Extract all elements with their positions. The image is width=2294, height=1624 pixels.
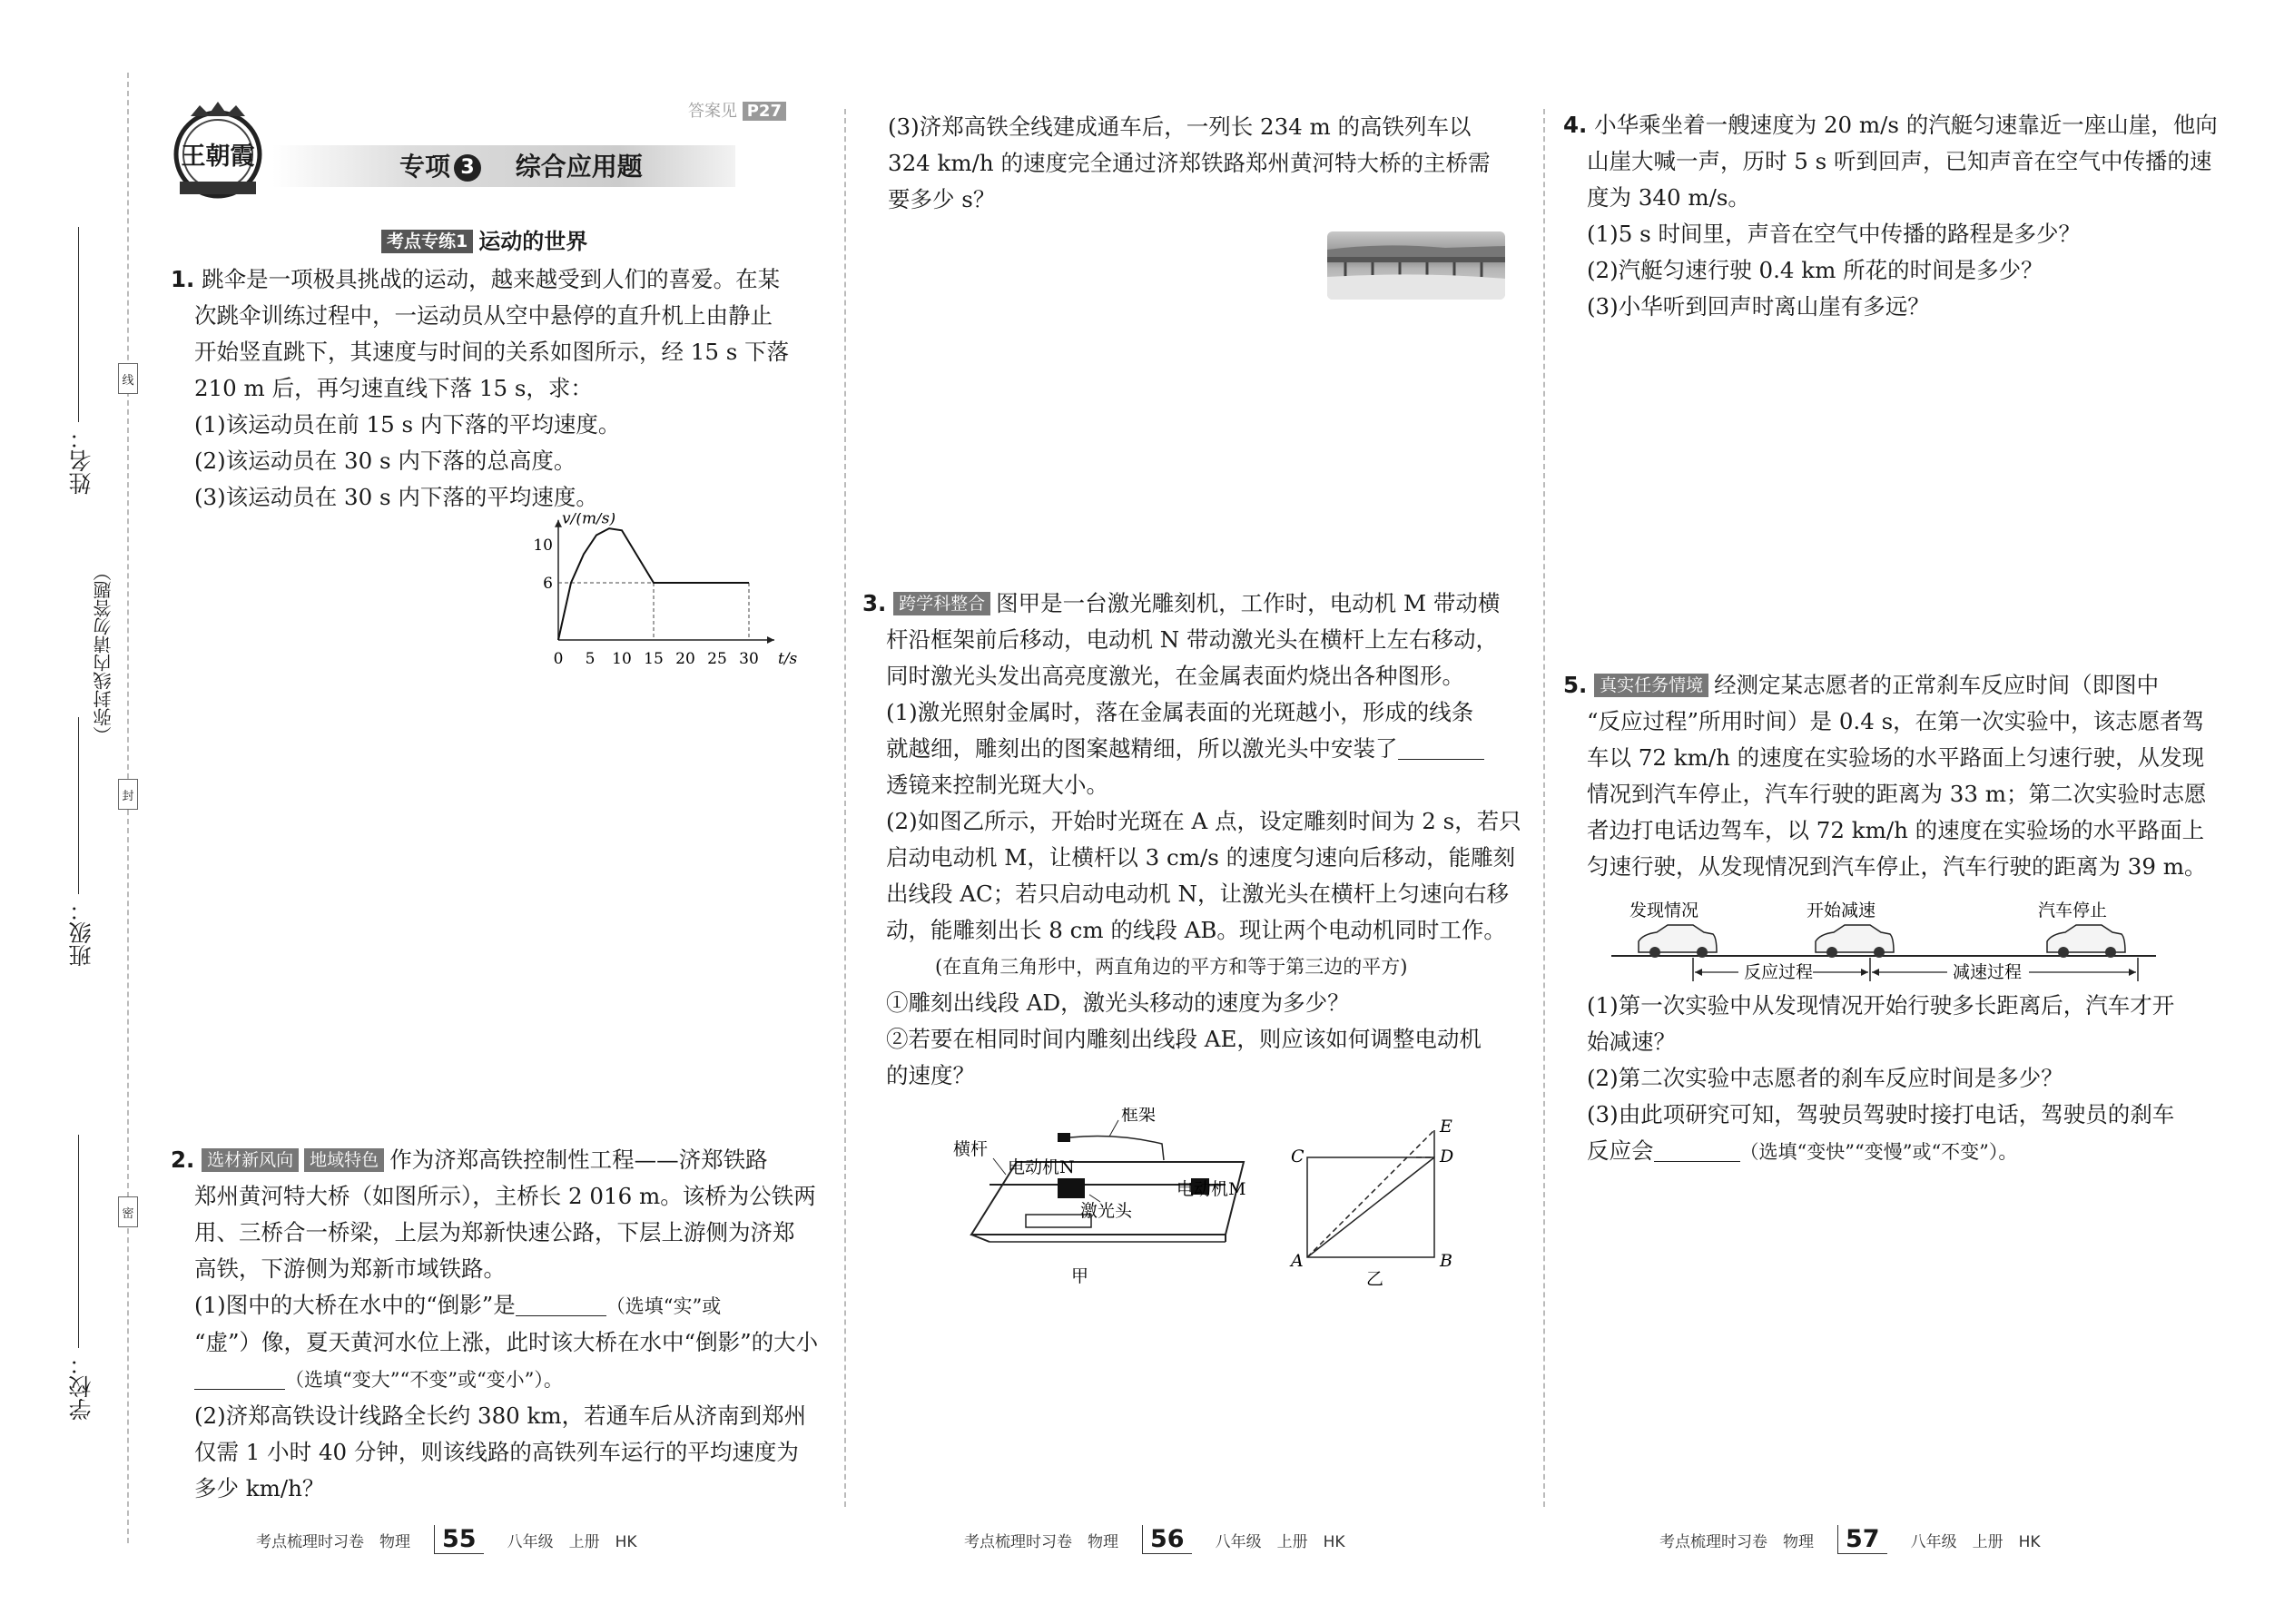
q2-block xyxy=(171,1142,818,1507)
q3-blank[interactable] xyxy=(1398,735,1484,760)
label-start-brake: 开始减速 xyxy=(1807,901,1876,920)
q1-sub: (2)该运动员在 30 s 内下落的总高度。 xyxy=(194,448,576,474)
name-label: 姓名： xyxy=(68,427,94,495)
point-e: E xyxy=(1440,1117,1452,1137)
label-found: 发现情况 xyxy=(1629,901,1699,920)
point-d: D xyxy=(1440,1147,1454,1166)
label-motor-n: 电动机N xyxy=(1008,1157,1075,1177)
q2-sub3: (3)济郑高铁全线建成通车后，一列长 234 m 的高铁列车以 xyxy=(888,113,1472,140)
q2-sub2: 仅需 1 小时 40 分钟，则该线路的高铁列车运行的平均速度为 xyxy=(194,1439,799,1465)
q5-sub: 始减速？ xyxy=(1587,1029,1676,1055)
q3-question-b: ②若要在相同时间内雕刻出线段 AE，则应该如何调整电动机 xyxy=(886,1026,1482,1052)
brand-logo xyxy=(163,98,272,207)
label-reaction: 反应过程 xyxy=(1744,962,1814,982)
braking-diagram xyxy=(1611,894,2174,989)
q2-line: 高铁，下游侧为郑新市域铁路。 xyxy=(194,1255,506,1282)
q4-sub: (1)5 s 时间里，声音在空气中传播的路程是多少？ xyxy=(1587,221,2081,247)
page-number: 57 xyxy=(1837,1525,1887,1554)
school-line[interactable] xyxy=(78,1135,79,1348)
q1-line: 次跳伞训练过程中，一运动员从空中悬停的直升机上由静止 xyxy=(194,302,773,329)
q3-block xyxy=(862,586,1521,1094)
q5-line: 经测定某志愿者的正常刹车反应时间（即图中 xyxy=(1714,672,2160,698)
q4-line: 山崖大喊一声，历时 5 s 听到回声，已知声音在空气中传播的速 xyxy=(1587,148,2212,174)
answer-page-badge: P27 xyxy=(743,102,786,121)
q1-sub: (3)该运动员在 30 s 内下落的平均速度。 xyxy=(194,484,598,510)
footer-left: 考点梳理时习卷 物理 xyxy=(1659,1532,1814,1551)
q2-sub2: 多少 km/h？ xyxy=(194,1475,325,1501)
q4-sub: (2)汽艇匀速行驶 0.4 km 所花的时间是多少？ xyxy=(1587,257,2043,283)
q5-sub3: 反应会 xyxy=(1587,1137,1654,1164)
q5-line: 者边打电话边驾车，以 72 km/h 的速度在实验场的水平路面上 xyxy=(1587,817,2205,843)
laser-engraver-figure xyxy=(953,1107,1280,1293)
x-tick-label: 0 xyxy=(553,650,564,668)
q2-sub3: 324 km/h 的速度完全通过济郑铁路郑州黄河特大桥的主桥需 xyxy=(888,150,1491,176)
q5-sub-block xyxy=(1587,988,2174,1170)
q3-hint: (在直角三角形中，两直角边的平方和等于第三边的平方) xyxy=(935,956,1408,978)
column-divider-2 xyxy=(1543,109,1545,1507)
q5-blank[interactable] xyxy=(1654,1137,1740,1162)
vt-chart xyxy=(531,513,822,680)
q3-number: 3. xyxy=(862,590,887,616)
x-tick-label: 20 xyxy=(675,650,695,668)
seal-char-line: 线 xyxy=(118,363,138,394)
page-number: 55 xyxy=(434,1525,484,1554)
q2-sub1: “虚”）像，夏天黄河水位上涨，此时该大桥在水中“倒影”的大小 xyxy=(194,1329,819,1355)
x-tick-label: 5 xyxy=(585,650,596,668)
q2-tag-2: 地域特色 xyxy=(304,1148,384,1172)
q2-tag-1: 选材新风向 xyxy=(202,1148,299,1172)
class-line[interactable] xyxy=(78,717,79,894)
vt-chart-svg xyxy=(531,513,822,676)
q2-blank-1[interactable] xyxy=(516,1292,606,1316)
title-text: 综合应用题 xyxy=(515,152,643,182)
bridge-photo xyxy=(1327,231,1505,300)
q2-sub1: (1)图中的大桥在水中的“倒影”是 xyxy=(194,1292,516,1318)
footer-page-57 xyxy=(1659,1525,2041,1554)
q3-question-a: ①雕刻出线段 AD，激光头移动的速度为多少？ xyxy=(886,989,1350,1016)
q4-sub: (3)小华听到回声时离山崖有多远？ xyxy=(1587,293,1930,320)
x-tick-label: 25 xyxy=(707,650,727,668)
q5-sub3: (3)由此项研究可知，驾驶员驾驶时接打电话，驾驶员的刹车 xyxy=(1587,1101,2175,1127)
y-axis-arrow xyxy=(555,520,562,527)
q2-sub1-hint: （选填“实”或 xyxy=(605,1295,722,1317)
seal-note: （弥封线内请勿答题） xyxy=(93,563,114,744)
q2-line: 郑州黄河特大桥（如图所示），主桥长 2 016 m。该桥为公铁两 xyxy=(194,1183,816,1209)
point-a: A xyxy=(1291,1251,1304,1271)
x-tick-label: 10 xyxy=(612,650,632,668)
page-number: 56 xyxy=(1142,1525,1192,1554)
q1-sub: (1)该运动员在前 15 s 内下落的平均速度。 xyxy=(194,411,621,438)
q2-line: 作为济郑高铁控制性工程——济郑铁路 xyxy=(389,1147,768,1173)
q1-line: 开始竖直跳下，其速度与时间的关系如图所示，经 15 s 下落 xyxy=(194,339,790,365)
label-crossbar: 横杆 xyxy=(953,1139,989,1159)
answer-ref-label: 答案见 xyxy=(688,102,737,121)
y-axis-label: v/(m/s) xyxy=(562,513,616,528)
q1-block xyxy=(171,261,789,516)
seal-char-seal: 封 xyxy=(118,779,138,810)
q3-sub1: (1)激光照射金属时，落在金属表面的光斑越小，形成的线条 xyxy=(886,699,1474,725)
x-tick-label: 30 xyxy=(739,650,759,668)
q3-line: 图甲是一台激光雕刻机，工作时，电动机 M 带动横 xyxy=(996,590,1501,616)
footer-left: 考点梳理时习卷 物理 xyxy=(964,1532,1118,1551)
q2-blank-2[interactable] xyxy=(194,1365,285,1390)
q3-sub2: 出线段 AC；若只启动电动机 N，让激光头在横杆上匀速向右移 xyxy=(886,881,1509,907)
q1-number: 1. xyxy=(171,266,195,292)
q3-question-b: 的速度？ xyxy=(886,1062,975,1088)
section1-heading xyxy=(381,226,587,257)
class-label: 班级： xyxy=(68,899,94,967)
section1-title: 运动的世界 xyxy=(478,229,588,254)
q3-sub1: 就越细，雕刻出的图案越精细，所以激光头中安装了 xyxy=(886,735,1398,762)
q4-number: 4. xyxy=(1563,112,1588,138)
label-car-stop: 汽车停止 xyxy=(2038,901,2108,920)
q5-sub: (1)第一次实验中从发现情况开始行驶多长距离后，汽车才开 xyxy=(1587,992,2175,1019)
figure-b-caption: 乙 xyxy=(1366,1269,1384,1289)
q5-number: 5. xyxy=(1563,672,1588,698)
q3-line: 同时激光头发出高亮度激光，在金属表面灼烧出各种图形。 xyxy=(886,663,1464,689)
section1-tag: 考点专练1 xyxy=(381,230,473,253)
school-label: 学校： xyxy=(68,1353,94,1421)
label-laser-head: 激光头 xyxy=(1080,1201,1133,1221)
q5-line: 情况到汽车停止，汽车行驶的距离为 33 m；第二次实验时志愿 xyxy=(1587,781,2207,807)
footer-page-56 xyxy=(964,1525,1345,1554)
title-number-badge: 3 xyxy=(454,154,481,182)
figure-a-caption: 甲 xyxy=(1071,1266,1089,1286)
x-axis-arrow xyxy=(767,636,774,644)
footer-left: 考点梳理时习卷 物理 xyxy=(256,1532,410,1551)
q3-sub1: 透镜来控制光斑大小。 xyxy=(886,772,1108,798)
x-tick-label: 15 xyxy=(644,650,664,668)
q5-line: 匀速行驶，从发现情况到汽车停止，汽车行驶的距离为 39 m。 xyxy=(1587,853,2207,880)
q3-tag: 跨学科整合 xyxy=(893,592,990,615)
label-motor-m: 电动机M xyxy=(1177,1179,1246,1199)
seal-char-secret: 密 xyxy=(118,1196,138,1227)
q4-line: 小华乘坐着一艘速度为 20 m/s 的汽艇匀速靠近一座山崖，他向 xyxy=(1594,112,2218,138)
q4-line: 度为 340 m/s。 xyxy=(1587,184,1750,211)
q1-line: 跳伞是一项极具挑战的运动，越来越受到人们的喜爱。在某 xyxy=(202,266,781,292)
name-line[interactable] xyxy=(78,227,79,422)
q3-sub2: (2)如图乙所示，开始时光斑在 A 点，设定雕刻时间为 2 s，若只 xyxy=(886,808,1521,834)
q3-sub2: 动，能雕刻出长 8 cm 的线段 AB。现让两个电动机同时工作。 xyxy=(886,917,1506,943)
point-b: B xyxy=(1440,1251,1452,1271)
q3-sub2: 启动电动机 M，让横杆以 3 cm/s 的速度匀速向后移动，能雕刻 xyxy=(886,844,1516,871)
q2-line: 用、三桥合一桥梁，上层为郑新快速公路，下层上游侧为济郑 xyxy=(194,1219,795,1245)
geometry-figure xyxy=(1280,1112,1471,1297)
footer-right: 八年级 上册 HK xyxy=(507,1532,637,1551)
answer-ref xyxy=(688,100,786,123)
title-prefix: 专项 xyxy=(399,152,451,182)
x-axis-label: t/s xyxy=(778,650,798,668)
footer-right: 八年级 上册 HK xyxy=(1215,1532,1345,1551)
label-deceleration: 减速过程 xyxy=(1953,962,2023,982)
q5-line: “反应过程”所用时间）是 0.4 s，在第一次实验中，该志愿者驾 xyxy=(1587,708,2205,734)
footer-page-55 xyxy=(256,1525,637,1554)
label-frame: 框架 xyxy=(1121,1107,1157,1125)
footer-right: 八年级 上册 HK xyxy=(1910,1532,2041,1551)
q3-line: 杆沿框架前后移动，电动机 N 带动激光头在横杆上左右移动， xyxy=(886,626,1499,653)
q2-sub2: (2)济郑高铁设计线路全长约 380 km，若通车后从济南到郑州 xyxy=(194,1403,807,1429)
q5-tag: 真实任务情境 xyxy=(1594,674,1708,697)
q2-number: 2. xyxy=(171,1147,195,1173)
logo-text: 王朝霞 xyxy=(181,143,255,171)
point-c: C xyxy=(1291,1147,1305,1166)
q2-sub3: 要多少 s？ xyxy=(888,186,996,212)
q5-sub3-hint: （选填“变快”“变慢”或“不变”）。 xyxy=(1739,1141,2018,1163)
q2-sub3-block xyxy=(888,109,1490,218)
q2-sub1-hint: （选填“变大”“不变”或“变小”）。 xyxy=(285,1369,563,1391)
q5-sub: (2)第二次实验中志愿者的刹车反应时间是多少？ xyxy=(1587,1065,2063,1091)
q4-block xyxy=(1563,107,2218,325)
y-tick-label: 10 xyxy=(533,536,553,555)
column-divider-1 xyxy=(844,109,846,1507)
section-title xyxy=(399,149,643,185)
q5-block xyxy=(1563,667,2206,885)
y-tick-label: 6 xyxy=(543,575,553,593)
q1-line: 210 m 后，再匀速直线下落 15 s，求： xyxy=(194,375,593,401)
q5-line: 车以 72 km/h 的速度在实验场的水平路面上匀速行驶，从发现 xyxy=(1587,744,2205,771)
